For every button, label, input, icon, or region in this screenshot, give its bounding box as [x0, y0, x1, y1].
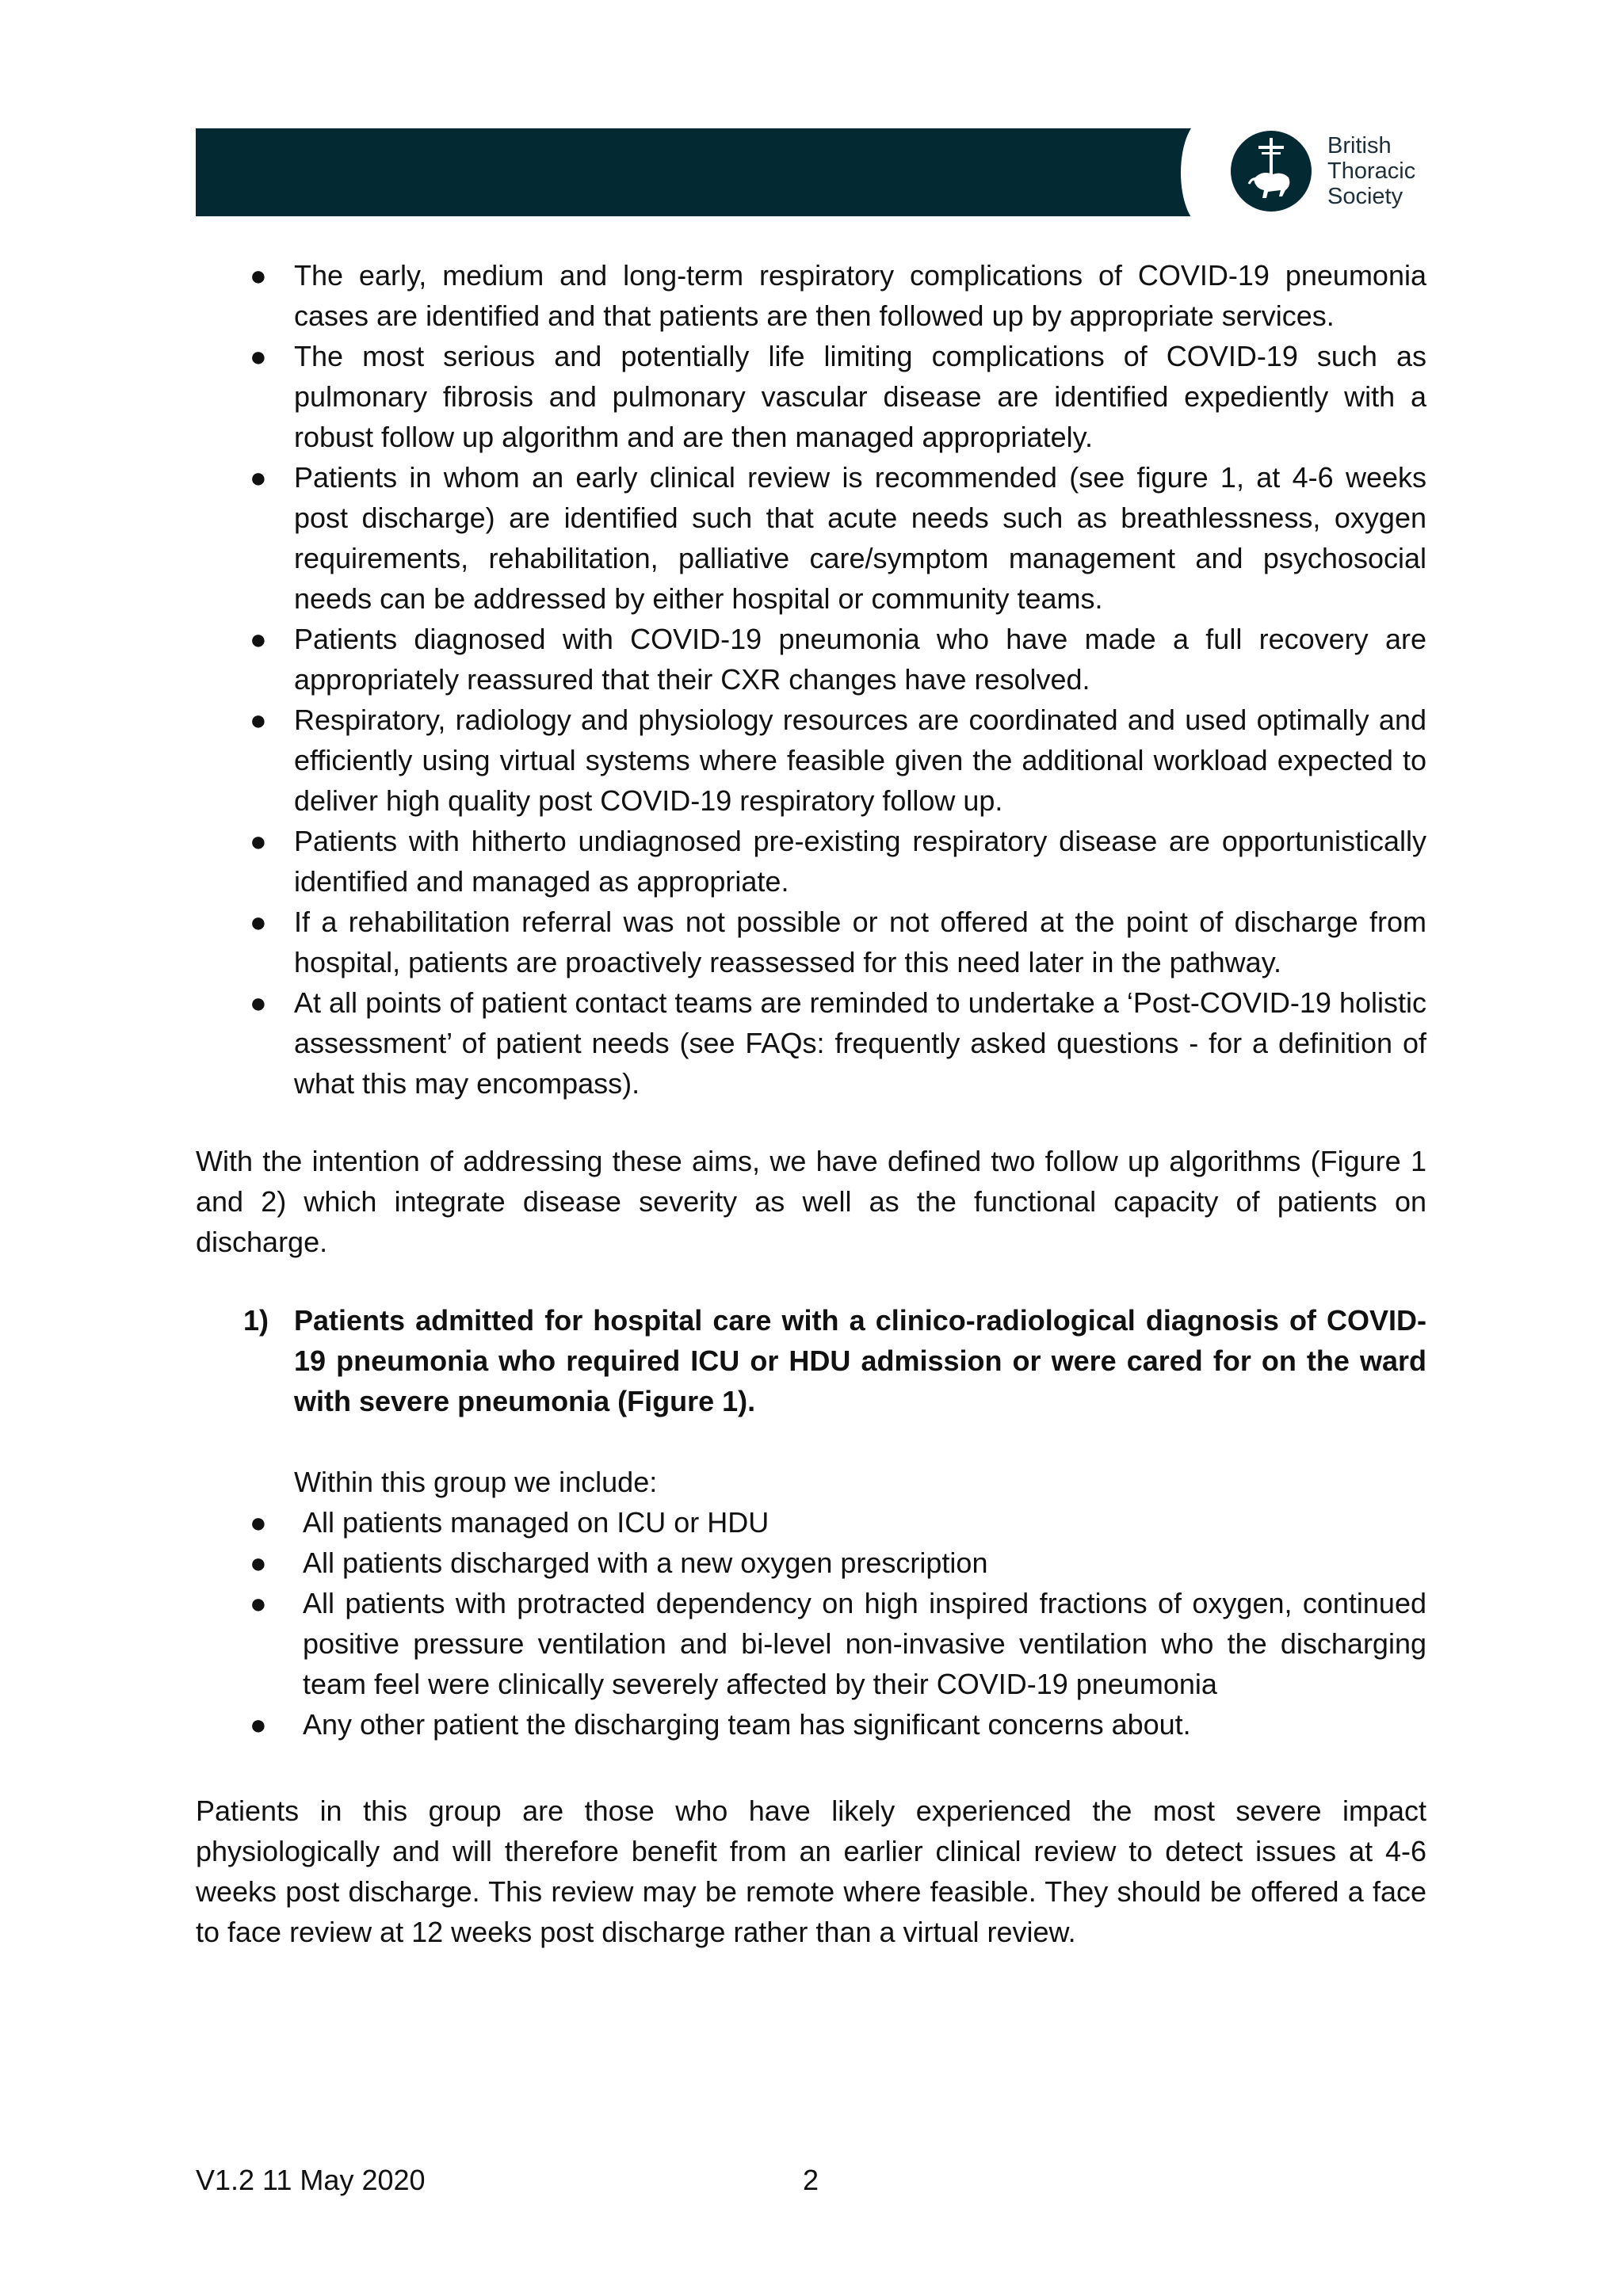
- list-item: ● All patients discharged with a new oxygen prescription: [196, 1543, 1426, 1583]
- list-item: ● Any other patient the discharging team has significant concerns about.: [196, 1704, 1426, 1745]
- bullet-icon: ●: [250, 825, 267, 857]
- closing-paragraph: Patients in this group are those who have likely experienced the most severe impact physiologically and will therefore benefit from an earlier clinical review to detect issues at 4-6 weeks post discharge. This review may be remote where feasible. They should be offered a face to face review at 12 weeks post discharge rather than a virtual review.: [196, 1794, 1426, 1948]
- bullet-icon: ●: [250, 1547, 267, 1579]
- page-number: 2: [803, 2164, 819, 2196]
- list-item: ● The early, medium and long-term respiratory complications of COVID-19 pneumonia cases are identified and that patients are then followed up by appropriate services.: [196, 255, 1426, 336]
- footer-version: V1.2 11 May 2020: [196, 2164, 426, 2196]
- list-item: ● Patients in whom an early clinical review is recommended (see figure 1, at 4-6 weeks post discharge) are identified such that acute needs such as breathlessness, oxygen requirements, rehabilitation, palliative care/symptom management and psychosocial needs can be addressed by either hospital or community teams.: [196, 457, 1426, 619]
- bullet-icon: ●: [250, 1506, 267, 1539]
- section-heading: Patients admitted for hospital care with a clinico-radiological diagnosis of COVID-19 pneumonia who required ICU or HDU admission or were cared for on the ward with severe pneumonia (Figure 1).: [294, 1304, 1426, 1417]
- bts-logo: [1230, 127, 1436, 218]
- bts-emblem-icon: [1230, 130, 1312, 212]
- section-number: 1): [243, 1304, 269, 1337]
- list-item: ● Respiratory, radiology and physiology resources are coordinated and used optimally and efficiently using virtual systems where feasible given the additional workload expected to deliver high quality post COVID-19 respiratory follow up.: [196, 700, 1426, 821]
- closing-paragraph-block: [196, 1791, 1426, 1952]
- intro-paragraph-block: [196, 1141, 1426, 1262]
- logo-line-1: British: [1327, 133, 1392, 158]
- section-1: [196, 1300, 1426, 1745]
- list-item: ● Patients with hitherto undiagnosed pre-existing respiratory disease are opportunistically identified and managed as appropriate.: [196, 821, 1426, 902]
- list-item: ● All patients managed on ICU or HDU: [196, 1502, 1426, 1543]
- list-item: ● At all points of patient contact teams are reminded to undertake a ‘Post-COVID-19 holistic assessment’ of patient needs (see FAQs: frequently asked questions - for a definition of what this may encompass).: [196, 982, 1426, 1104]
- header-bar-curve: [1181, 119, 1228, 227]
- criteria-bullet-list: [196, 1502, 1426, 1745]
- bullet-icon: ●: [250, 340, 267, 372]
- header-bar: [196, 128, 1196, 216]
- list-item: ● If a rehabilitation referral was not possible or not offered at the point of discharge from hospital, patients are proactively reassessed for this need later in the pathway.: [196, 902, 1426, 982]
- list-item: ● All patients with protracted dependency on high inspired fractions of oxygen, continued positive pressure ventilation and bi-level non-invasive ventilation who the discharging team feel were clinically severely affected by their COVID-19 pneumonia: [196, 1583, 1426, 1704]
- list-item: ● The most serious and potentially life limiting complications of COVID-19 such as pulmonary fibrosis and pulmonary vascular disease are identified expediently with a robust follow up algorithm and are then managed appropriately.: [196, 336, 1426, 457]
- bullet-icon: ●: [250, 1708, 267, 1741]
- list-item: ● Patients diagnosed with COVID-19 pneumonia who have made a full recovery are appropriately reassured that their CXR changes have resolved.: [196, 619, 1426, 700]
- bullet-icon: ●: [250, 461, 267, 494]
- intro-paragraph: With the intention of addressing these aims, we have defined two follow up algorithms (Figure 1 and 2) which integrate disease severity as well as the functional capacity of patients on discharge.: [196, 1145, 1426, 1258]
- logo-line-3: Society: [1327, 184, 1403, 209]
- bullet-icon: ●: [250, 1587, 267, 1619]
- logo-line-2: Thoracic: [1327, 158, 1416, 184]
- bullet-icon: ●: [250, 623, 267, 655]
- bullet-icon: ●: [250, 704, 267, 736]
- aims-bullet-list: [196, 255, 1426, 1104]
- bullet-icon: ●: [250, 986, 267, 1019]
- bullet-icon: ●: [250, 906, 267, 938]
- logo-wordmark: [1327, 133, 1415, 209]
- bullet-icon: ●: [250, 259, 267, 292]
- aims-section: [196, 255, 1426, 1104]
- section-intro: Within this group we include:: [294, 1466, 658, 1498]
